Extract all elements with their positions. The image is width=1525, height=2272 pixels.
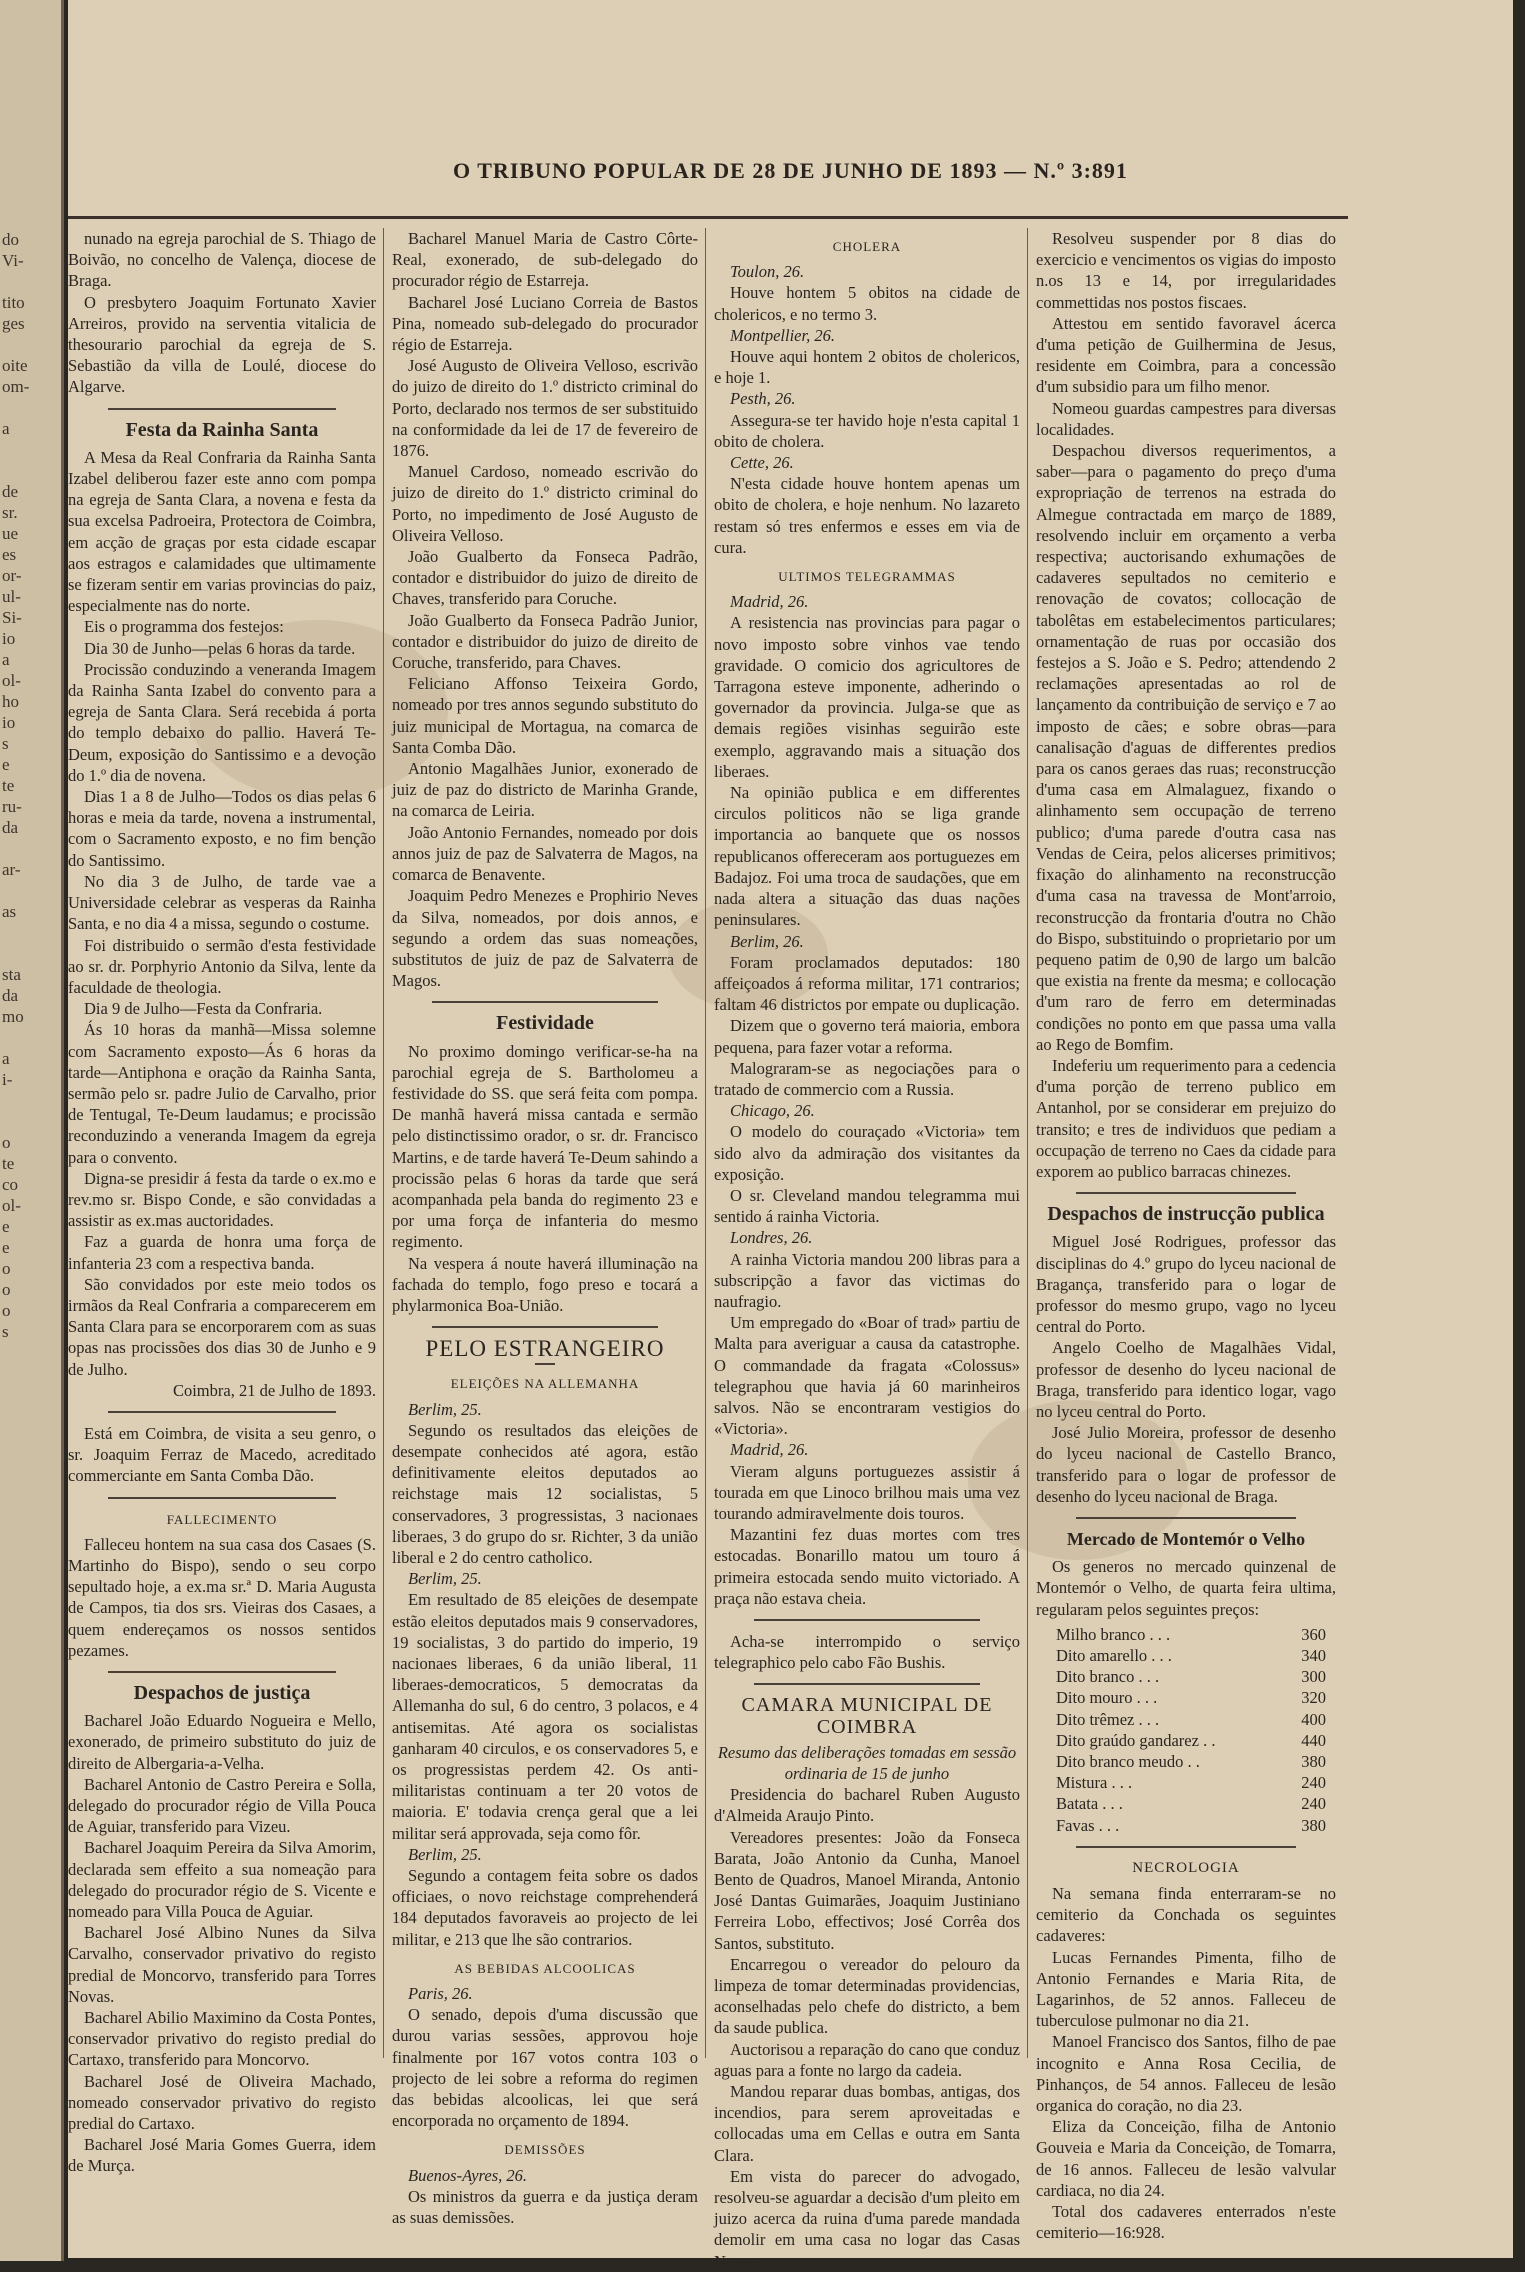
paragraph: Digna-se presidir á festa da tarde o ex.mo e rev.mo sr. Bispo Conde, e são convidadas a assistir as ex.mas auctoridades. <box>68 1168 376 1231</box>
paragraph: Resolveu suspender por 8 dias do exercicio e vencimentos os vigias do imposto n.os 13 e 14, por irregularidades commettidas nos postos fiscaes. <box>1036 229 1336 312</box>
dateline: Berlim, 25. <box>408 1844 482 1864</box>
margin-fragment: o <box>2 1301 11 1320</box>
price-value: 240 <box>1301 1773 1326 1793</box>
price-row <box>1036 1624 1336 1645</box>
margin-fragment: ol- <box>2 671 21 690</box>
margin-fragment: te <box>2 776 15 795</box>
margin-fragment: e <box>2 1238 10 1257</box>
paragraph: Ás 10 horas da manhã—Missa solemne com Sacramento exposto—Ás 6 horas da tarde—Antiphona e oração da Rainha Santa, sermão pelo sr. padre Julio de Carvalho, prior de Tentugal, Te-Deum laudamus; e procissão reconduzindo a veneranda Imagem da egreja para o convento. <box>68 1020 376 1167</box>
section-heading: Festa da Rainha Santa <box>125 418 319 441</box>
price-value: 380 <box>1301 1815 1326 1835</box>
paragraph: Mandou reparar duas bombas, antigas, dos incendios, para serem aproveitadas e collocadas uma em Cellas e outra em Santa Clara. <box>714 2082 1020 2165</box>
paragraph: Acha-se interrompido o serviço telegraphico pelo cabo Fão Bushis. <box>714 1632 1020 1673</box>
paragraph: Indeferiu um requerimento para a cedencia d'uma porção de terreno publico em Antanhol, por se considerar em prejuizo do transito; e tres de individuos que pediam a occupação de terreno no Caes da cidade para exporem ao publico barracas chinezes. <box>1036 1055 1336 1181</box>
paragraph: A Mesa da Real Confraria da Rainha Santa Izabel deliberou fazer este anno com pompa na egreja de Santa Clara, a novena e festa da sua excelsa Padroeira, Protectora de Coimbra, em acção de graças por esta cidade escapar aos estragos e calamidades que ultimamente se fizeram sentir em varias provincias do paiz, especialmente nas do norte. <box>68 447 376 616</box>
section-rule <box>108 1671 336 1673</box>
paragraph: Angelo Coelho de Magalhães Vidal, professor de desenho do lyceu nacional de Braga, transferido para identico logar, vago no lyceu central do Porto. <box>1036 1338 1336 1421</box>
paragraph: Bacharel José Maria Gomes Guerra, idem de Murça. <box>68 2135 376 2176</box>
paragraph: O presbytero Joaquim Fortunato Xavier Arreiros, provido na serventia vitalicia de thesourario parochial da egreja de S. Sebastião da villa de Loulé, diocese do Algarve. <box>68 292 376 397</box>
price-item: Milho branco . . . <box>1056 1624 1171 1644</box>
price-row <box>1036 1687 1336 1708</box>
price-list <box>1036 1624 1336 1836</box>
dateline: Chicago, 26. <box>730 1101 815 1121</box>
paragraph: Vereadores presentes: João da Fonseca Barata, João Antonio da Cunha, Manoel Bento de Quadros, Manoel Miranda, Antonio José Dantas Guimarães, Joaquim Justiniano Ferreira Lobo, effectivos; José Corrêa dos Santos, substituto. <box>714 1827 1020 1953</box>
adjacent-page-margin <box>0 0 64 2261</box>
paragraph: Antonio Magalhães Junior, exonerado de juiz de paz do districto de Marinha Grande, na comarca de Leiria. <box>392 759 698 821</box>
paragraph: Bacharel Manuel Maria de Castro Côrte-Real, exonerado, de sub-delegado do procurador régio de Estarreja. <box>392 229 698 291</box>
paragraph: Auctorisou a reparação do cano que conduz aguas para a fonte no largo da cadeia. <box>714 2039 1020 2080</box>
price-item: Dito branco meudo . . <box>1056 1752 1200 1772</box>
margin-fragment: io <box>2 713 16 732</box>
column-divider <box>383 228 384 2058</box>
paragraph: João Gualberto da Fonseca Padrão Junior, contador e distribuidor do juizo de direito de Coruche, transferido, para Chaves. <box>392 610 698 673</box>
margin-fragment: ol- <box>2 1196 21 1215</box>
paragraph: José Julio Moreira, professor de desenho do lyceu nacional de Castello Branco, transferido para o logar de professor de desenho do lyceu nacional de Braga. <box>1036 1423 1336 1506</box>
paragraph: Despachou diversos requerimentos, a saber—para o pagamento do preço d'uma expropriação de terrenos na estrada do Almegue contractada em março de 1889, resolvendo incluir em orçamento a verba respectiva; auctorisando exhumações de cadaveres sepultados no cemiterio e renovação de covatos; collocação de tabolêtas em estabelecimentos particulares; ornamentação de ruas por occasião dos festejos a S. João e S. Pedro; attendendo 2 reclamações apresentadas ao rol de lançamento da contribuição de serviço e 7 ao imposto de cães; e sobre obras—para canalisação d'aguas de differentes predios para os canos geraes das ruas; reconstrucção d'uma casa em Almalaguez, fixando o alinhamento sem occupação de terreno publico; d'uma parede d'outra casa nas Vendas de Ceira, pelos alicerses primitivos; fixação do alinhamento na reconstrucção d'uma casa na travessa de Mont'arroio, reconstrucção da frontaria d'outra no Chão do Bispo, substituindo o proprietario por um pequeno patim de 0,90 de largo um balcão que existia na frente da mesma; e collocação d'um raro de ferro em determinadas condições no ponto em que passa uma valla ao Rego de Bomfim. <box>1036 441 1336 1054</box>
margin-fragment: da <box>2 818 19 837</box>
margin-fragment: ru- <box>2 797 22 816</box>
margin-fragment: om- <box>2 377 30 396</box>
price-item: Dito amarello . . . <box>1056 1646 1172 1665</box>
price-row <box>1036 1793 1336 1814</box>
paragraph: nunado na egreja parochial de S. Thiago de Boivão, no concelho de Valença, diocese de Braga. <box>68 229 376 291</box>
paragraph: Houve hontem 5 obitos na cidade de cholericos, e no termo 3. <box>714 283 1020 324</box>
section-heading: NECROLOGIA <box>1132 1859 1240 1876</box>
column-1 <box>68 228 376 2177</box>
margin-fragment: e <box>2 1217 10 1236</box>
margin-fragment: Vi- <box>2 251 24 270</box>
price-value: 300 <box>1301 1667 1326 1687</box>
margin-fragment: tito <box>2 293 25 312</box>
paragraph: A rainha Victoria mandou 200 libras para a subscripção a favor das victimas do naufragio. <box>714 1249 1020 1311</box>
margin-fragment: ue <box>2 524 19 543</box>
paragraph: Foi distribuido o sermão d'esta festividade ao sr. dr. Porphyrio Antonio da Silva, lente da faculdade de theologia. <box>68 935 376 997</box>
paragraph: Procissão conduzindo a veneranda Imagem da Rainha Santa Izabel do convento para a egreja de Santa Clara. Será recebida á porta do templo debaixo do pallio. Haverá Te-Deum, exposição do Santissimo e a devoção do 1.º dia de novena. <box>68 659 376 785</box>
paragraph: O senado, depois d'uma discussão que durou varias sessões, approvou hoje finalmente por 167 votos contra 103 o projecto de lei sobre a reforma do regimen das bebidas alcoolicas, lei que será encorporada no orçamento de 1894. <box>392 2005 698 2131</box>
price-value: 360 <box>1301 1624 1326 1644</box>
dateline: Madrid, 26. <box>730 592 809 612</box>
price-row <box>1036 1730 1336 1751</box>
paragraph: Attestou em sentido favoravel ácerca d'uma petição de Guilhermina de Jesus, residente em Coimbra, para a concessão d'um subsidio para um filho menor. <box>1036 313 1336 397</box>
paragraph: São convidados por este meio todos os irmãos da Real Confraria a comparecerem em Santa Clara para se encorporarem com as suas opas nas procissões dos dias 30 de Junho e 9 de Julho. <box>68 1274 376 1379</box>
header-rule <box>68 216 1348 219</box>
section-rule <box>432 1326 658 1328</box>
margin-fragment: o <box>2 1280 11 1299</box>
paragraph: Dias 1 a 8 de Julho—Todos os dias pelas 6 horas e meia da tarde, novena a instrumental, com o Sacramento exposto, e no fim benção do Santissimo. <box>68 787 376 870</box>
margin-fragment: es <box>2 545 17 564</box>
margin-fragment: ges <box>2 314 25 333</box>
price-row <box>1036 1751 1336 1772</box>
margin-fragment: o <box>2 1133 11 1152</box>
dateline: Buenos-Ayres, 26. <box>408 2165 527 2185</box>
paragraph: Na opinião publica e em differentes circulos politicos não se liga grande importancia ao banquete que os nossos republicanos offereceram aos portuguezes em Badajoz. Foi uma troca de saudações, que em nada altera a situação das duas nações peninsulares. <box>714 783 1020 930</box>
section-rule <box>432 1001 658 1003</box>
margin-fragment: sta <box>2 965 21 984</box>
margin-fragment: as <box>2 902 17 921</box>
price-value: 320 <box>1301 1688 1326 1708</box>
paragraph: No proximo domingo verificar-se-ha na parochial egreja de S. Bartholomeu a festividade do SS. que será feita com pompa. De manhã haverá missa cantada e sermão pelo distinctissimo orador, o sr. dr. Francisco Martins, e de tarde haverá Te-Deum sahindo a procissão pelas 6 horas da tarde que será acompanhada pela banda do regimento 23 e por uma força de infanteria do mesmo regimento. <box>392 1041 698 1252</box>
section-heading: FALLECIMENTO <box>166 1511 278 1527</box>
paragraph: Está em Coimbra, de visita a seu genro, o sr. Joaquim Ferraz de Macedo, acreditado commerciante em Santa Comba Dão. <box>68 1423 376 1486</box>
margin-fragment: oite <box>2 356 28 375</box>
section-rule <box>108 1411 336 1413</box>
section-heading: PELO ESTRANGEIRO <box>425 1336 665 1362</box>
section-rule <box>1076 1192 1296 1194</box>
margin-fragment: io <box>2 629 16 648</box>
paragraph: Manuel Cardoso, nomeado escrivão do juizo de direito do 1.º districto criminal do Porto, no impedimento de José Augusto de Oliveira Velloso. <box>392 462 698 545</box>
price-item: Dito mouro . . . <box>1056 1688 1158 1708</box>
margin-fragment: s <box>2 734 9 753</box>
section-rule <box>754 1619 980 1621</box>
price-item: Dito branco . . . <box>1056 1667 1160 1687</box>
margin-fragment: a <box>2 650 10 669</box>
paragraph: Na semana finda enterraram-se no cemiterio da Conchada os seguintes cadaveres: <box>1036 1884 1336 1946</box>
dateline: Berlim, 25. <box>408 1569 482 1589</box>
paragraph: Dizem que o governo terá maioria, embora pequena, para fazer votar a reforma. <box>714 1016 1020 1057</box>
paragraph: Bacharel José de Oliveira Machado, nomeado conservador privativo do registo predial do Cartaxo. <box>68 2071 376 2134</box>
margin-fragment: a <box>2 419 10 438</box>
subsection-heading: DEMISSÕES <box>504 2142 586 2158</box>
paragraph: Assegura-se ter havido hoje n'esta capital 1 obito de cholera. <box>714 410 1020 451</box>
column-divider <box>705 228 706 2058</box>
newspaper-page <box>68 0 1513 2271</box>
price-value: 440 <box>1301 1730 1326 1750</box>
paragraph: A resistencia nas provincias para pagar o novo imposto sobre vinhos vae tendo gravidade. O comicio dos agricultores de Tarragona esteve imponente, adherindo o governador da provincia. Julga-se que as demais regiões visinhas seguirão este exemplo, aggravando mais a situação dos liberaes. <box>714 613 1020 781</box>
dateline: Coimbra, 21 de Julho de 1893. <box>172 1380 376 1400</box>
margin-fragment: sr. <box>2 503 18 522</box>
margin-fragment: s <box>2 1322 9 1341</box>
margin-fragment: mo <box>2 1007 24 1026</box>
margin-fragment: da <box>2 986 19 1005</box>
paragraph: Mazantini fez duas mortes com tres estocadas. Bonarillo matou um touro á primeira estocada sendo muito victoriado. A praça não estava cheia. <box>714 1525 1020 1608</box>
dateline: Berlim, 25. <box>408 1399 482 1419</box>
section-rule <box>108 1497 336 1499</box>
paragraph: N'esta cidade houve hontem apenas um obito de cholera, e hoje nenhum. No lazareto restam só tres enfermos e esses em via de cura. <box>714 474 1020 557</box>
subheading: Resumo das deliberações tomadas em sessão ordinaria de 15 de junho <box>717 1742 1017 1784</box>
section-rule <box>1076 1846 1296 1848</box>
price-value: 380 <box>1301 1752 1326 1772</box>
margin-fragment: te <box>2 1154 15 1173</box>
price-row <box>1036 1815 1336 1836</box>
margin-fragment: or- <box>2 566 22 585</box>
price-item: Batata . . . <box>1056 1794 1123 1814</box>
paragraph: Malograram-se as negociações para o tratado de commercio com a Russia. <box>714 1058 1020 1099</box>
price-row <box>1036 1666 1336 1687</box>
paragraph: Dia 9 de Julho—Festa da Confraria. <box>84 999 323 1019</box>
dateline: Cette, 26. <box>730 453 794 473</box>
paragraph: Um empregado do «Boar of trad» partiu de Malta para averiguar a causa da catastrophe. O commandade da fragata «Colossus» telegraphou que havia já 60 marinheiros salvos. Não se encontraram vestigios do «Victoria». <box>714 1313 1020 1439</box>
paragraph: Eis o programma dos festejos: <box>84 617 284 637</box>
dateline: Montpellier, 26. <box>730 325 835 345</box>
paragraph: Nomeou guardas campestres para diversas localidades. <box>1036 398 1336 439</box>
paragraph: Segundo a contagem feita sobre os dados officiaes, o novo reichstage comprehenderá 184 deputados favoraveis ao projecto de lei militar, e 213 que lhe são contrarios. <box>392 1866 698 1949</box>
paragraph: Total dos cadaveres enterrados n'este cemiterio—16:928. <box>1036 2202 1336 2243</box>
section-heading: Despachos de instrucção publica <box>1047 1203 1325 1226</box>
price-row <box>1036 1709 1336 1730</box>
subsection-heading: CHOLERA <box>832 239 902 254</box>
dateline: Berlim, 26. <box>730 931 804 951</box>
column-3 <box>714 228 1020 2272</box>
paragraph: Bacharel João Eduardo Nogueira e Mello, exonerado, de primeiro substituto do juiz de direito de Albergaria-a-Velha. <box>68 1711 376 1773</box>
margin-fragment: ul- <box>2 587 21 606</box>
paragraph: Na vespera á noute haverá illuminação na fachada do templo, fogo preso e tocará a phylarmonica Boa-União. <box>392 1253 698 1315</box>
margin-fragment: co <box>2 1175 19 1194</box>
paragraph: Em vista do parecer do advogado, resolveu-se aguardar a decisão d'um pleito em juizo acerca da ruina d'uma parede mandada demolir em uma casa no logar das Casas Novas. <box>714 2166 1020 2271</box>
paragraph: O sr. Cleveland mandou telegramma mui sentido á rainha Victoria. <box>714 1185 1020 1227</box>
section-heading: CAMARA MUNICIPAL DE COIMBRA <box>741 1694 993 1738</box>
paragraph: Encarregou o vereador do pelouro da limpeza de tomar determinadas providencias, aconselhadas pelo chefe do districto, a bem da saude publica. <box>714 1954 1020 2038</box>
price-row <box>1036 1772 1336 1793</box>
section-rule <box>754 1683 980 1685</box>
paragraph: No dia 3 de Julho, de tarde vae a Universidade celebrar as vesperas da Rainha Santa, e no dia 4 a missa, segundo o costume. <box>68 871 376 934</box>
paragraph: Manoel Francisco dos Santos, filho de pae incognito e Anna Rosa Cecilia, de Pinhanços, de 54 annos. Falleceu de lesão organica do coração, no dia 23. <box>1036 2032 1336 2116</box>
column-2 <box>392 228 698 2228</box>
paragraph: Bacharel Antonio de Castro Pereira e Solla, delegado do procurador régio de Villa Pouca de Aguiar, transferido para Vizeu. <box>68 1774 376 1837</box>
ornament-dash <box>535 1363 555 1365</box>
paragraph: Bacharel José Albino Nunes da Silva Carvalho, conservador privativo do registo predial de Moncorvo, transferido para Torres Novas. <box>68 1923 376 2006</box>
margin-fragment: do <box>2 230 19 249</box>
section-rule <box>108 408 336 410</box>
paragraph: Bacharel Abilio Maximino da Costa Pontes, conservador privativo do registo predial do Cartaxo, transferido para Moncorvo. <box>68 2008 376 2070</box>
margin-fragment: Si- <box>2 608 22 627</box>
paragraph: Os generos no mercado quinzenal de Montemór o Velho, de quarta feira ultima, regularam pelos seguintes preços: <box>1036 1557 1336 1619</box>
price-row <box>1036 1645 1336 1666</box>
paragraph: Houve aqui hontem 2 obitos de cholericos, e hoje 1. <box>714 347 1020 388</box>
subsection-heading: AS BEBIDAS ALCOOLICAS <box>454 1960 636 1976</box>
dateline: Londres, 26. <box>730 1228 813 1248</box>
paragraph: José Augusto de Oliveira Velloso, escrivão do juizo de direito do 1.º districto criminal do Porto, declarado nos termos de ser substituido na conformidade da lei de 17 de fevereiro de 1876. <box>392 356 698 461</box>
paragraph: Bacharel Joaquim Pereira da Silva Amorim, declarada sem effeito a sua nomeação para delegado do procurador régio de S. Vicente e nomeado para Villa Pouca de Aguiar. <box>68 1838 376 1922</box>
paragraph: Faz a guarda de honra uma força de infanteria 23 com a respectiva banda. <box>68 1232 376 1273</box>
paragraph: Falleceu hontem na sua casa dos Casaes (S. Martinho do Bispo), sendo o seu corpo sepultado hoje, a ex.ma sr.ª D. Maria Augusta de Campos, tia dos srs. Vieiras dos Casaes, a quem endereçamos os nossos sentidos pezames. <box>68 1534 376 1660</box>
price-item: Dito trêmez . . . <box>1056 1709 1160 1729</box>
section-heading: Festividade <box>496 1012 594 1035</box>
paragraph: João Gualberto da Fonseca Padrão, contador e distribuidor do juizo de direito de Chaves, transferido para Coruche. <box>392 547 698 609</box>
paragraph: O modelo do couraçado «Victoria» tem sido alvo da admiração dos visitantes da exposição. <box>714 1122 1020 1184</box>
margin-fragment: a <box>2 1049 10 1068</box>
paragraph: Miguel José Rodrigues, professor das disciplinas do 4.º grupo do lyceu nacional de Bragança, transferido para o logar de professor do mesmo grupo, vago no lyceu central do Porto. <box>1036 1232 1336 1337</box>
paragraph: João Antonio Fernandes, nomeado por dois annos juiz de paz de Salvaterra de Magos, na comarca de Benavente. <box>392 822 698 885</box>
paragraph: Dia 30 de Junho—pelas 6 horas da tarde. <box>84 638 356 658</box>
price-item: Dito graúdo gandarez . . <box>1056 1730 1216 1750</box>
paragraph: Bacharel José Luciano Correia de Bastos Pina, nomeado sub-delegado do procurador régio de Estarreja. <box>392 292 698 355</box>
paragraph: Em resultado de 85 eleições de desempate estão eleitos deputados mais 9 conservadores, 19 socialistas, 3 do partido do imperio, 19 nacionaes liberaes, 6 da união liberal, 11 liberaes-democraticos, 5 democratas da Allemanha do sul, 6 do centro, 3 polacos, e 4 antisemitas. Até agora os socialistas ganharam 40 circulos, e os conservadores 5, e os progressistas perdem 42. Os anti-militaristas continuam a ter 20 votos de maioria. E' todavia crença geral que a lei militar será approvada, seja como fôr. <box>392 1590 698 1843</box>
section-heading: Mercado de Montemór o Velho <box>1066 1528 1306 1549</box>
paragraph: Lucas Fernandes Pimenta, filho de Antonio Fernandes e Maria Rita, de Lagarinhos, de 52 annos. Falleceu de tuberculose pulmonar no dia 21. <box>1036 1947 1336 2031</box>
margin-fragment: i- <box>2 1070 13 1089</box>
paragraph: Os ministros da guerra e da justiça deram as suas demissões. <box>392 2186 698 2228</box>
section-rule <box>1076 1517 1296 1519</box>
price-value: 400 <box>1301 1709 1326 1729</box>
margin-fragment: o <box>2 1259 11 1278</box>
dateline: Madrid, 26. <box>730 1440 809 1460</box>
dateline: Pesth, 26. <box>730 389 796 409</box>
price-item: Favas . . . <box>1056 1815 1120 1835</box>
paragraph: Foram proclamados deputados: 180 affeiçoados á reforma militar, 171 contrarios; faltam 46 districtos por empate ou duplicação. <box>714 952 1020 1015</box>
price-value: 240 <box>1301 1794 1326 1814</box>
paragraph: Segundo os resultados das eleições de desempate conhecidos até agora, estão definitivamente eleitos deputados ao reichstage mais 12 socialistas, 5 conservadores, 3 progressistas, 3 nacionaes liberaes, 3 do grupo do sr. Richter, 3 da união liberal e 2 do centro catholico. <box>392 1420 698 1567</box>
paragraph: Eliza da Conceição, filha de Antonio Gouveia e Maria da Conceição, de Tomarra, de 16 annos. Falleceu de lesão valvular cardiaca, no dia 24. <box>1036 2117 1336 2200</box>
dateline: Toulon, 26. <box>730 262 805 282</box>
page-header: O TRIBUNO POPULAR DE 28 DE JUNHO DE 1893 — N.º 3:891 <box>453 158 1128 183</box>
margin-fragment: e <box>2 755 10 774</box>
paragraph: Joaquim Pedro Menezes e Prophirio Neves da Silva, nomeados, por dois annos, e segundo a ordem das suas nomeações, substitutos de juiz de paz de Salvaterra de Magos. <box>392 886 698 991</box>
price-item: Mistura . . . <box>1056 1773 1133 1793</box>
column-4 <box>1036 228 1336 2243</box>
paragraph: Presidencia do bacharel Ruben Augusto d'Almeida Araujo Pinto. <box>714 1785 1020 1826</box>
price-value: 340 <box>1301 1646 1326 1665</box>
subsection-heading: ELEIÇÕES NA ALLEMANHA <box>450 1376 640 1392</box>
paragraph: Feliciano Affonso Teixeira Gordo, nomeado por tres annos segundo substituto do juiz municipal de Mortagua, na comarca de Santa Comba Dão. <box>392 674 698 757</box>
section-heading: Despachos de justiça <box>133 1682 311 1704</box>
margin-fragment: de <box>2 482 19 501</box>
subsection-heading: ULTIMOS TELEGRAMMAS <box>778 569 956 585</box>
column-divider <box>1027 228 1028 2058</box>
dateline: Paris, 26. <box>408 1984 473 2004</box>
margin-fragment: ho <box>2 692 19 711</box>
paragraph: Vieram alguns portuguezes assistir á tourada em que Linoco brilhou mais uma vez tourando admiravelmente dois touros. <box>714 1461 1020 1523</box>
margin-fragment: ar- <box>2 860 21 879</box>
